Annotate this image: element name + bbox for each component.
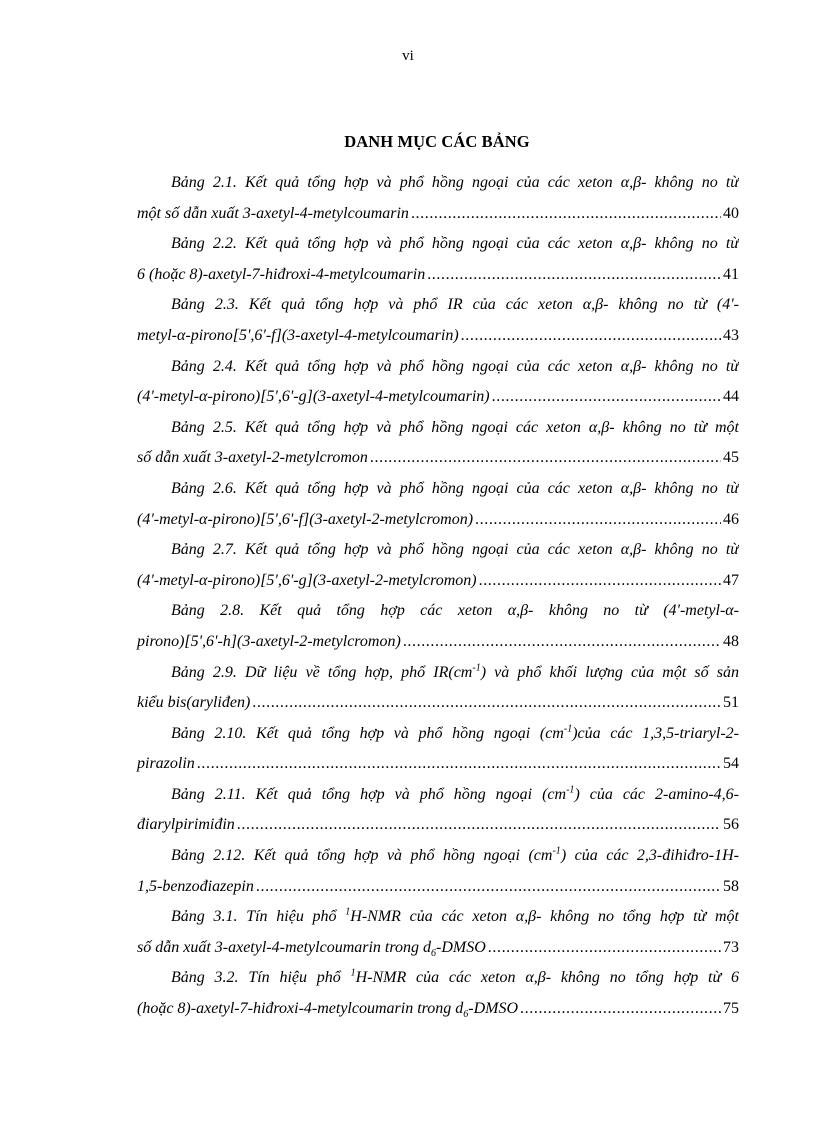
leader-dots: [492, 382, 721, 413]
entry-continuation: số dẫn xuất 3-axetyl-2-metylcromon: [137, 449, 368, 467]
entry-caption: Bảng 2.7. Kết quả tổng hợp và phổ hồng ngoại của các xeton α,β- không no từ: [171, 541, 739, 559]
list-item: [137, 413, 739, 474]
list-item: [137, 229, 739, 290]
leader-dots: [475, 505, 721, 536]
leader-dots: [427, 260, 721, 291]
entry-page: 48: [723, 632, 739, 650]
list-item: [137, 719, 739, 780]
entry-continuation: pirazolin: [137, 755, 195, 773]
list-item: [137, 780, 739, 841]
entry-caption: Bảng 2.8. Kết quả tổng hợp các xeton α,β- không no từ (4'-metyl-α-: [171, 602, 739, 620]
entry-continuation: 6 (hoặc 8)-axetyl-7-hiđroxi-4-metylcoumarin: [137, 265, 426, 283]
entry-continuation: pirono)[5',6'-h](3-axetyl-2-metylcromon): [137, 632, 401, 650]
entry-page: 44: [723, 388, 739, 406]
list-item: [137, 535, 739, 596]
list-item: [137, 474, 739, 535]
page-title: DANH MỤC CÁC BẢNG: [344, 132, 530, 151]
entry-continuation: một số dẫn xuất 3-axetyl-4-metylcoumarin: [137, 204, 409, 222]
entry-caption: Bảng 2.1. Kết quả tổng hợp và phổ hồng ngoại của các xeton α,β- không no từ: [171, 174, 739, 191]
entry-page: 47: [723, 571, 739, 589]
list-item: [137, 290, 739, 351]
list-item: [137, 168, 739, 229]
leader-dots: [479, 566, 721, 597]
entry-page: 51: [723, 694, 739, 712]
entry-page: 75: [723, 1000, 739, 1018]
entry-page: 54: [723, 755, 739, 773]
entry-continuation: (4'-metyl-α-pirono)[5',6'-g](3-axetyl-4-metylcoumarin): [137, 388, 490, 406]
entry-continuation: metyl-α-pirono[5',6'-f](3-axetyl-4-metylcoumarin): [137, 326, 459, 344]
leader-dots: [403, 627, 721, 658]
entry-page: 43: [723, 326, 739, 344]
list-item: [137, 658, 739, 719]
entry-caption: Bảng 2.6. Kết quả tổng hợp và phổ hồng ngoại của các xeton α,β- không no từ: [171, 479, 739, 497]
leader-dots: [461, 321, 721, 352]
leader-dots: [488, 933, 721, 964]
entry-page: 41: [723, 265, 739, 283]
entry-caption: Bảng 3.1. Tín hiệu phổ $^1$H-NMR của các xeton α,β- không no tổng hợp từ một: [171, 906, 739, 926]
entry-caption: Bảng 2.5. Kết quả tổng hợp và phổ hồng ngoại các xeton α,β- không no từ một: [171, 418, 739, 436]
leader-dots: [256, 872, 721, 903]
list-item: [137, 902, 739, 963]
entry-caption: Bảng 2.9. Dữ liệu về tổng hợp, phổ $IR(cm^{-1})$ và phổ khối lượng của một số sản: [171, 662, 739, 681]
leader-dots: [520, 994, 721, 1025]
entry-caption: Bảng 2.10. Kết quả tổng hợp và phổ hồng ngoại $(cm^{-1})của$ các 1,3,5-triaryl-2-: [171, 723, 739, 742]
table-list: [137, 168, 739, 1025]
entry-caption: Bảng 2.2. Kết quả tổng hợp và phổ hồng ngoại của các xeton α,β- không no từ: [171, 235, 739, 253]
entry-page: 56: [723, 816, 739, 834]
entry-page: 58: [723, 877, 739, 895]
list-item: [137, 841, 739, 902]
list-item: [137, 596, 739, 657]
entry-continuation: 1,5-benzođiazepin: [137, 877, 254, 895]
entry-continuation: điarylpirimiđin: [137, 816, 235, 834]
list-item: [137, 963, 739, 1024]
entry-caption: Bảng 2.12. Kết quả tổng hợp và phổ hồng ngoại $(cm^{-1})$ của các 2,3-đihiđro-1H-: [171, 845, 739, 865]
leader-dots: [411, 199, 721, 230]
entry-page: 46: [723, 510, 739, 528]
entry-page: 45: [723, 449, 739, 467]
leader-dots: [197, 749, 721, 780]
page-number: vi: [402, 48, 414, 64]
entry-continuation: (4'-metyl-α-pirono)[5',6'-f](3-axetyl-2-metylcromon): [137, 510, 474, 528]
entry-continuation: (4'-metyl-α-pirono)[5',6'-g](3-axetyl-2-metylcromon): [137, 571, 477, 589]
entry-continuation: số dẫn xuất 3-axetyl-4-metylcoumarin trong $d_6$-DMSO: [137, 938, 486, 960]
leader-dots: [237, 810, 721, 841]
entry-continuation: kiểu bis(aryliđen): [137, 694, 251, 712]
entry-page: 40: [723, 204, 739, 222]
entry-caption: Bảng 2.4. Kết quả tổng hợp và phổ hồng ngoại của các xeton α,β- không no từ: [171, 357, 739, 375]
leader-dots: [370, 443, 721, 474]
leader-dots: [252, 688, 721, 719]
entry-page: 73: [723, 938, 739, 956]
entry-continuation: (hoặc 8)-axetyl-7-hiđroxi-4-metylcoumarin trong $d_6$-DMSO: [137, 1000, 519, 1021]
entry-caption: Bảng 3.2. Tín hiệu phổ $^1$H-NMR của các xeton α,β- không no tổng hợp từ 6: [171, 968, 739, 987]
entry-caption: Bảng 2.3. Kết quả tổng hợp và phổ IR của các xeton α,β- không no từ (4'-: [171, 296, 739, 314]
list-item: [137, 352, 739, 413]
entry-caption: Bảng 2.11. Kết quả tổng hợp và phổ hồng ngoại $(cm^{-1})$ của các 2-amino-4,6-: [171, 784, 739, 803]
